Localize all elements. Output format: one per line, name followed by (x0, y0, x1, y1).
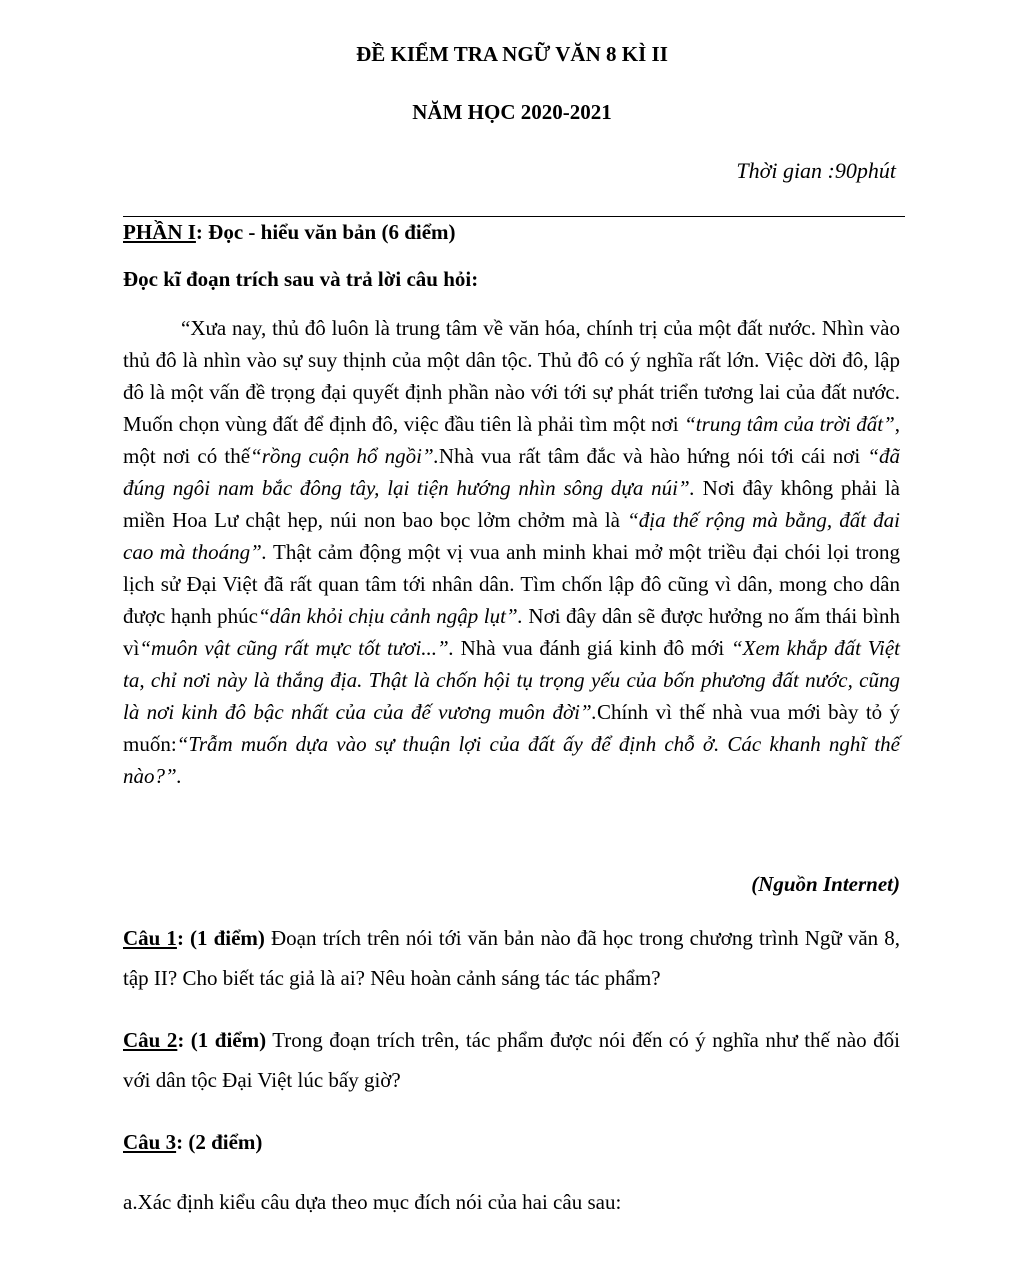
question-2-label: Câu 2 (123, 1028, 178, 1052)
part1-title: : Đọc - hiểu văn bản (6 điểm) (195, 220, 456, 244)
school-year: NĂM HỌC 2020-2021 (412, 100, 612, 124)
question-3a: a.Xác định kiểu câu dựa theo mục đích nói của hai câu sau: (123, 1190, 622, 1214)
question-2 (123, 1020, 900, 1100)
question-3 (123, 1122, 900, 1162)
question-1-points: : (1 điểm) (176, 926, 265, 950)
question-1-label: Câu 1 (123, 926, 177, 950)
part1-label: PHẦN I (123, 220, 196, 244)
passage-quote: “địa thế rộng mà bằng, đất đai cao mà thoáng”. (123, 508, 900, 564)
passage-source: (Nguồn Internet) (751, 872, 900, 896)
reading-instruction: Đọc kĩ đoạn trích sau và trả lời câu hỏi: (123, 267, 479, 291)
passage-quote: “dân khỏi chịu cảnh ngập lụt”. (257, 604, 523, 628)
question-1 (123, 918, 900, 998)
passage-segment: Thật cảm động một vị vua anh minh khai mở một triều đại chói lọi trong lịch sử Đại Việt đã rất quan tâm tới nhân dân. Tìm chốn lập đô cũng vì dân, mong cho dân được hạnh phúc (123, 540, 901, 628)
passage-quote: “Xem khắp đất Việt ta, chỉ nơi này là thắng địa. Thật là chốn hội tụ trọng yếu của bốn phương đất nước, cũng là nơi kinh đô bậc nhất của của đế vương muôn đời”. (123, 636, 900, 724)
passage-quote: “trung tâm của trời đất” (684, 412, 895, 436)
question-1-text: Đoạn trích trên nói tới văn bản nào đã học trong chương trình Ngữ văn 8, tập II? Cho biết tác giả là ai? Nêu hoàn cảnh sáng tác tác phẩm? (123, 926, 900, 990)
header-divider (123, 216, 905, 217)
question-3-label: Câu 3 (123, 1130, 177, 1154)
passage-segment: Chính vì thế nhà vua mới bày tỏ ý muốn: (123, 700, 900, 756)
passage-segment: Nhà vua đánh giá kinh đô mới (453, 636, 731, 660)
question-2-text: Trong đoạn trích trên, tác phẩm được nói đến có ý nghĩa như thế nào đối với dân tộc Đại Việt lúc bấy giờ? (123, 1028, 900, 1092)
passage-segment: Nơi đây dân sẽ được hưởng no ấm thái bình vì (123, 604, 900, 660)
question-3-points: : (2 điểm) (176, 1130, 263, 1154)
passage-quote: “muôn vật cũng rất mực tốt tươi...”. (139, 636, 454, 660)
passage-segment: “Xưa nay, thủ đô luôn là trung tâm về văn hóa, chính trị của một đất nước. Nhìn vào thủ đô là nhìn vào sự suy thịnh của một dân tộc. Thủ đô có ý nghĩa rất lớn. Việc dời đô, lập đô là một vấn đề trọng đại quyết định phần nào với tới sự phát triển tương lai của đất nước. Muốn chọn vùng đất để định đô, việc đầu tiên là phải tìm một nơi (123, 316, 900, 436)
question-2-points: : (1 điểm) (177, 1028, 267, 1052)
passage-quote: “đã đúng ngôi nam bắc đông tây, lại tiện hướng nhìn sông dựa núi”. (123, 444, 901, 500)
exam-time: Thời gian :90phút (736, 158, 896, 183)
passage-segment: Nơi đây không phải là miền Hoa Lư chật hẹp, núi non bao bọc lởm chởm mà là (123, 476, 900, 532)
exam-title: ĐỀ KIỂM TRA NGỮ VĂN 8 KÌ II (356, 42, 668, 66)
passage-segment: Nhà vua rất tâm đắc và hào hứng nói tới cái nơi (438, 444, 868, 468)
passage-text (123, 312, 900, 792)
part1-heading (123, 220, 456, 245)
passage-quote: “Trẫm muốn dựa vào sự thuận lợi của đất ấy để định chỗ ở. Các khanh nghĩ thế nào?”. (123, 732, 900, 788)
passage-quote: “rồng cuộn hổ ngồi”. (250, 444, 439, 468)
passage-segment: , một nơi có thế (123, 412, 900, 468)
